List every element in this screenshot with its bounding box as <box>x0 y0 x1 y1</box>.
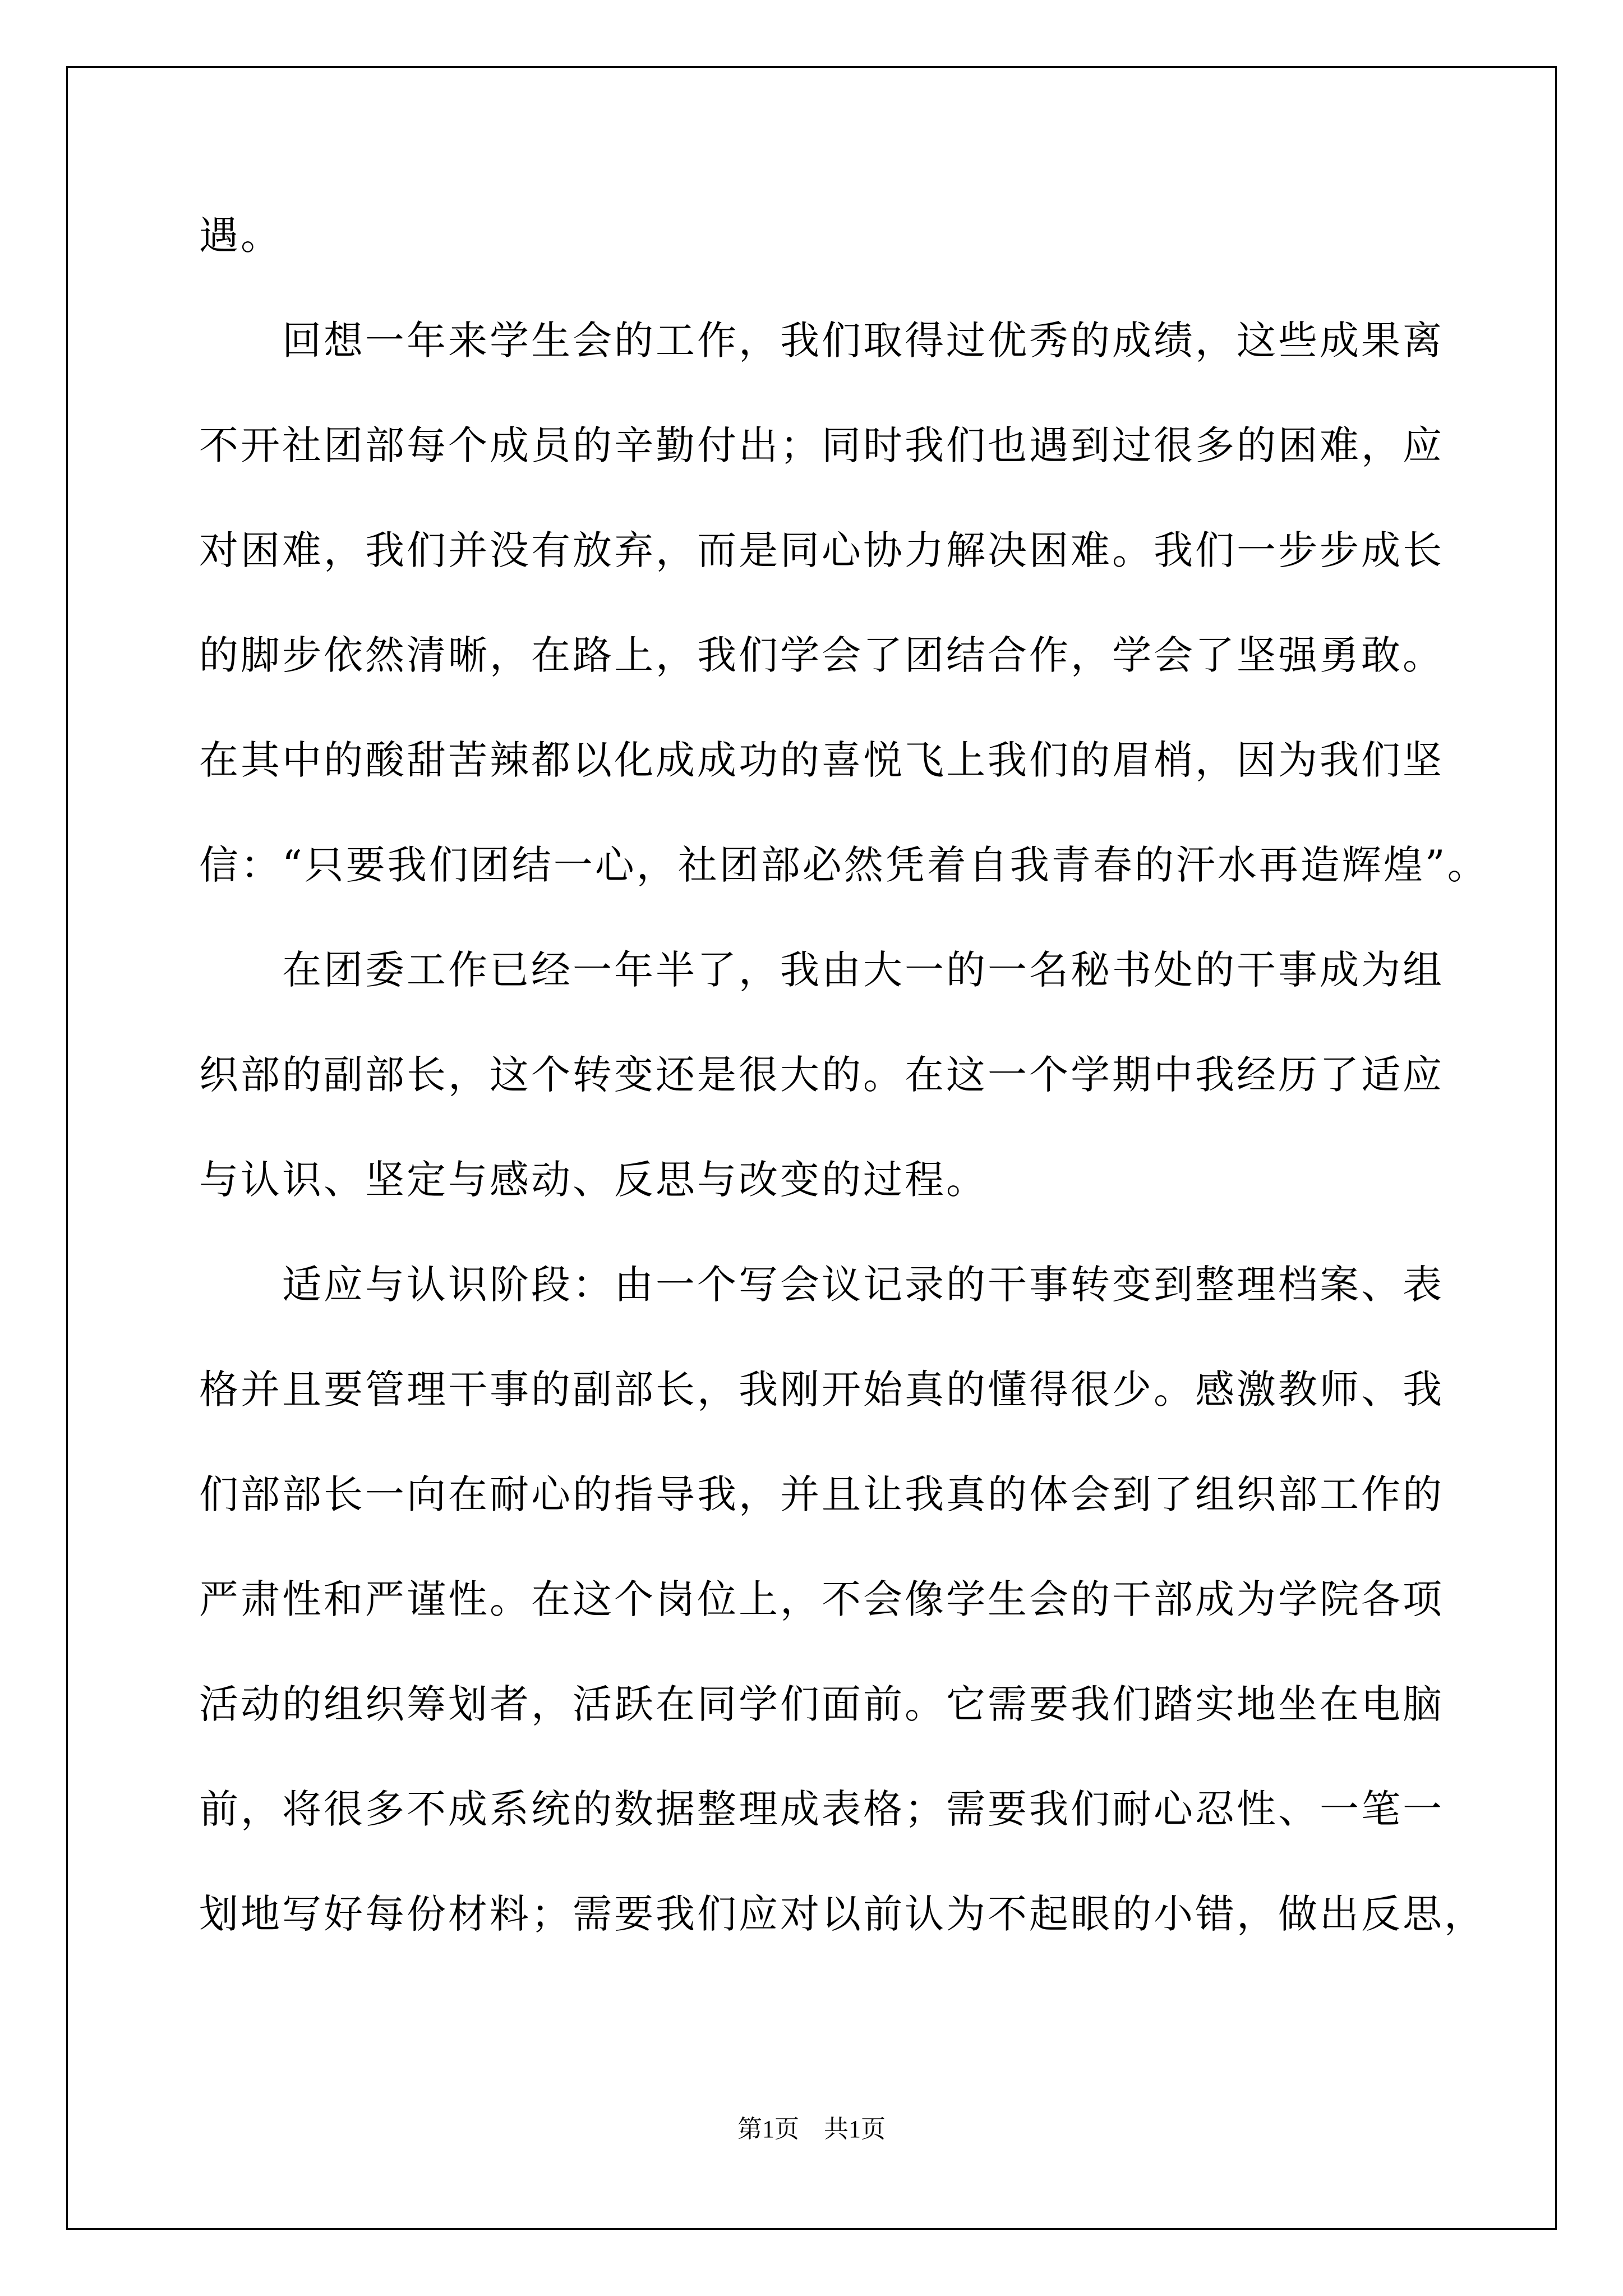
text-line: 织部的副部长，这个转变还是很大的。在这一个学期中我经历了适应 <box>199 1052 1444 1098</box>
text-line: 严肃性和严谨性。在这个岗位上，不会像学生会的干部成为学院各项 <box>199 1576 1444 1622</box>
text-line: 在团委工作已经一年半了，我由大一的一名秘书处的干事成为组 <box>199 947 1444 993</box>
text-line: 在其中的酸甜苦辣都以化成成功的喜悦飞上我们的眉梢，因为我们坚 <box>199 737 1444 783</box>
text-line: 划地写好每份材料；需要我们应对以前认为不起眼的小错，做出反思， <box>199 1891 1486 1937</box>
text-line: 们部部长一向在耐心的指导我，并且让我真的体会到了组织部工作的 <box>199 1471 1444 1517</box>
text-line: 适应与认识阶段：由一个写会议记录的干事转变到整理档案、表 <box>199 1262 1444 1308</box>
text-line: 前，将很多不成系统的数据整理成表格；需要我们耐心忍性、一笔一 <box>199 1786 1444 1832</box>
text-line: 格并且要管理干事的副部长，我刚开始真的懂得很少。感激教师、我 <box>199 1366 1444 1412</box>
text-line: 与认识、坚定与感动、反思与改变的过程。 <box>199 1157 988 1203</box>
text-line: 回想一年来学生会的工作，我们取得过优秀的成绩，这些成果离 <box>199 318 1444 364</box>
page-footer: 第1页 共1页 <box>737 2115 886 2143</box>
text-line: 对困难，我们并没有放弃，而是同心协力解决困难。我们一步步成长 <box>199 527 1444 573</box>
text-line: 不开社团部每个成员的辛勤付出；同时我们也遇到过很多的困难，应 <box>199 422 1444 468</box>
text-line: 的脚步依然清晰，在路上，我们学会了团结合作，学会了坚强勇敢。 <box>199 632 1444 678</box>
text-line: 信：“只要我们团结一心，社团部必然凭着自我青春的汗水再造辉煌”。 <box>199 842 1489 888</box>
text-line: 活动的组织筹划者，活跃在同学们面前。它需要我们踏实地坐在电脑 <box>199 1681 1444 1727</box>
document-body <box>199 208 1489 1991</box>
text-line: 遇。 <box>199 213 282 259</box>
